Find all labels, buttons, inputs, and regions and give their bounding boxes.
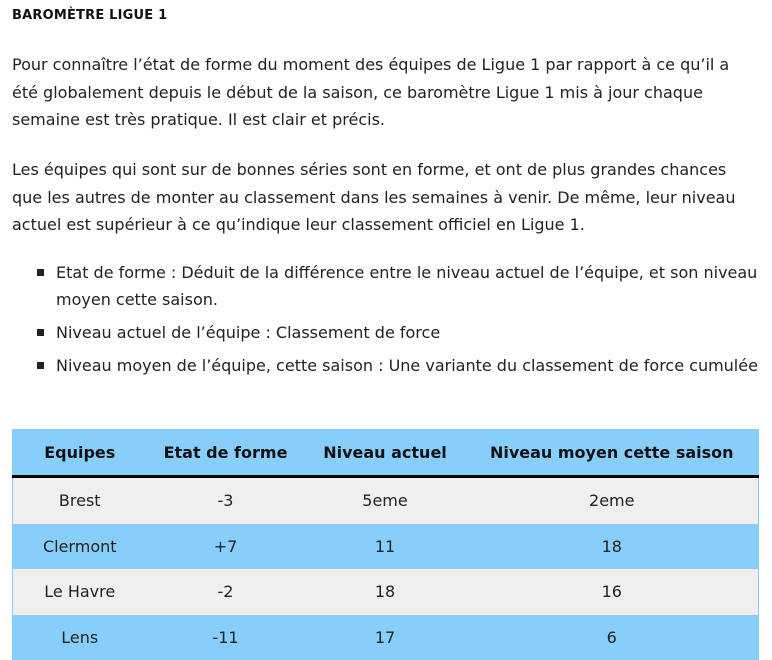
team-cell: Brest	[13, 477, 147, 524]
season-average-cell: 16	[466, 569, 759, 615]
column-header-current-level: Niveau actuel	[305, 429, 466, 477]
table-header-row	[13, 429, 759, 477]
column-header-form: Etat de forme	[147, 429, 305, 477]
list-item-text: Etat de forme : Déduit de la différence entre le niveau actuel de l’équipe, et son niveau moyen cette saison.	[56, 263, 758, 309]
table-row	[13, 477, 759, 524]
current-level-cell: 11	[305, 524, 466, 570]
list-item	[12, 259, 760, 313]
table-row	[13, 569, 759, 615]
square-bullet-icon	[37, 269, 44, 276]
form-cell: -3	[147, 477, 305, 524]
list-item-text: Niveau actuel de l’équipe : Classement de force	[56, 323, 441, 342]
section-heading: BAROMÈTRE LIGUE 1	[12, 8, 168, 23]
barometer-table	[12, 429, 759, 660]
explanation-paragraph: Les équipes qui sont sur de bonnes séries sont en forme, et ont de plus grandes chances que les autres de monter au classement dans les semaines à venir. De même, leur niveau actuel est supérieur à ce qu’indique leur classement officiel en Ligue 1.	[12, 160, 736, 234]
definitions-list	[12, 259, 760, 385]
current-level-cell: 17	[305, 615, 466, 660]
current-level-cell: 5eme	[305, 477, 466, 524]
list-item-text: Niveau moyen de l’équipe, cette saison : Une variante du classement de force cumulée	[56, 356, 758, 375]
season-average-cell: 6	[466, 615, 759, 660]
season-average-cell: 18	[466, 524, 759, 570]
list-item	[12, 319, 760, 346]
team-cell: Le Havre	[13, 569, 147, 615]
list-item	[12, 352, 760, 379]
intro-paragraph: Pour connaître l’état de forme du moment des équipes de Ligue 1 par rapport à ce qu’il a été globalement depuis le début de la saison, ce baromètre Ligue 1 mis à jour chaque semaine est très pratique. Il est clair et précis.	[12, 55, 730, 129]
column-header-teams: Equipes	[13, 429, 147, 477]
team-cell: Clermont	[13, 524, 147, 570]
form-cell: -11	[147, 615, 305, 660]
column-header-season-average: Niveau moyen cette saison	[466, 429, 759, 477]
form-cell: -2	[147, 569, 305, 615]
square-bullet-icon	[37, 362, 44, 369]
table-row	[13, 524, 759, 570]
team-cell: Lens	[13, 615, 147, 660]
table-row	[13, 615, 759, 660]
square-bullet-icon	[37, 329, 44, 336]
season-average-cell: 2eme	[466, 477, 759, 524]
form-cell: +7	[147, 524, 305, 570]
current-level-cell: 18	[305, 569, 466, 615]
